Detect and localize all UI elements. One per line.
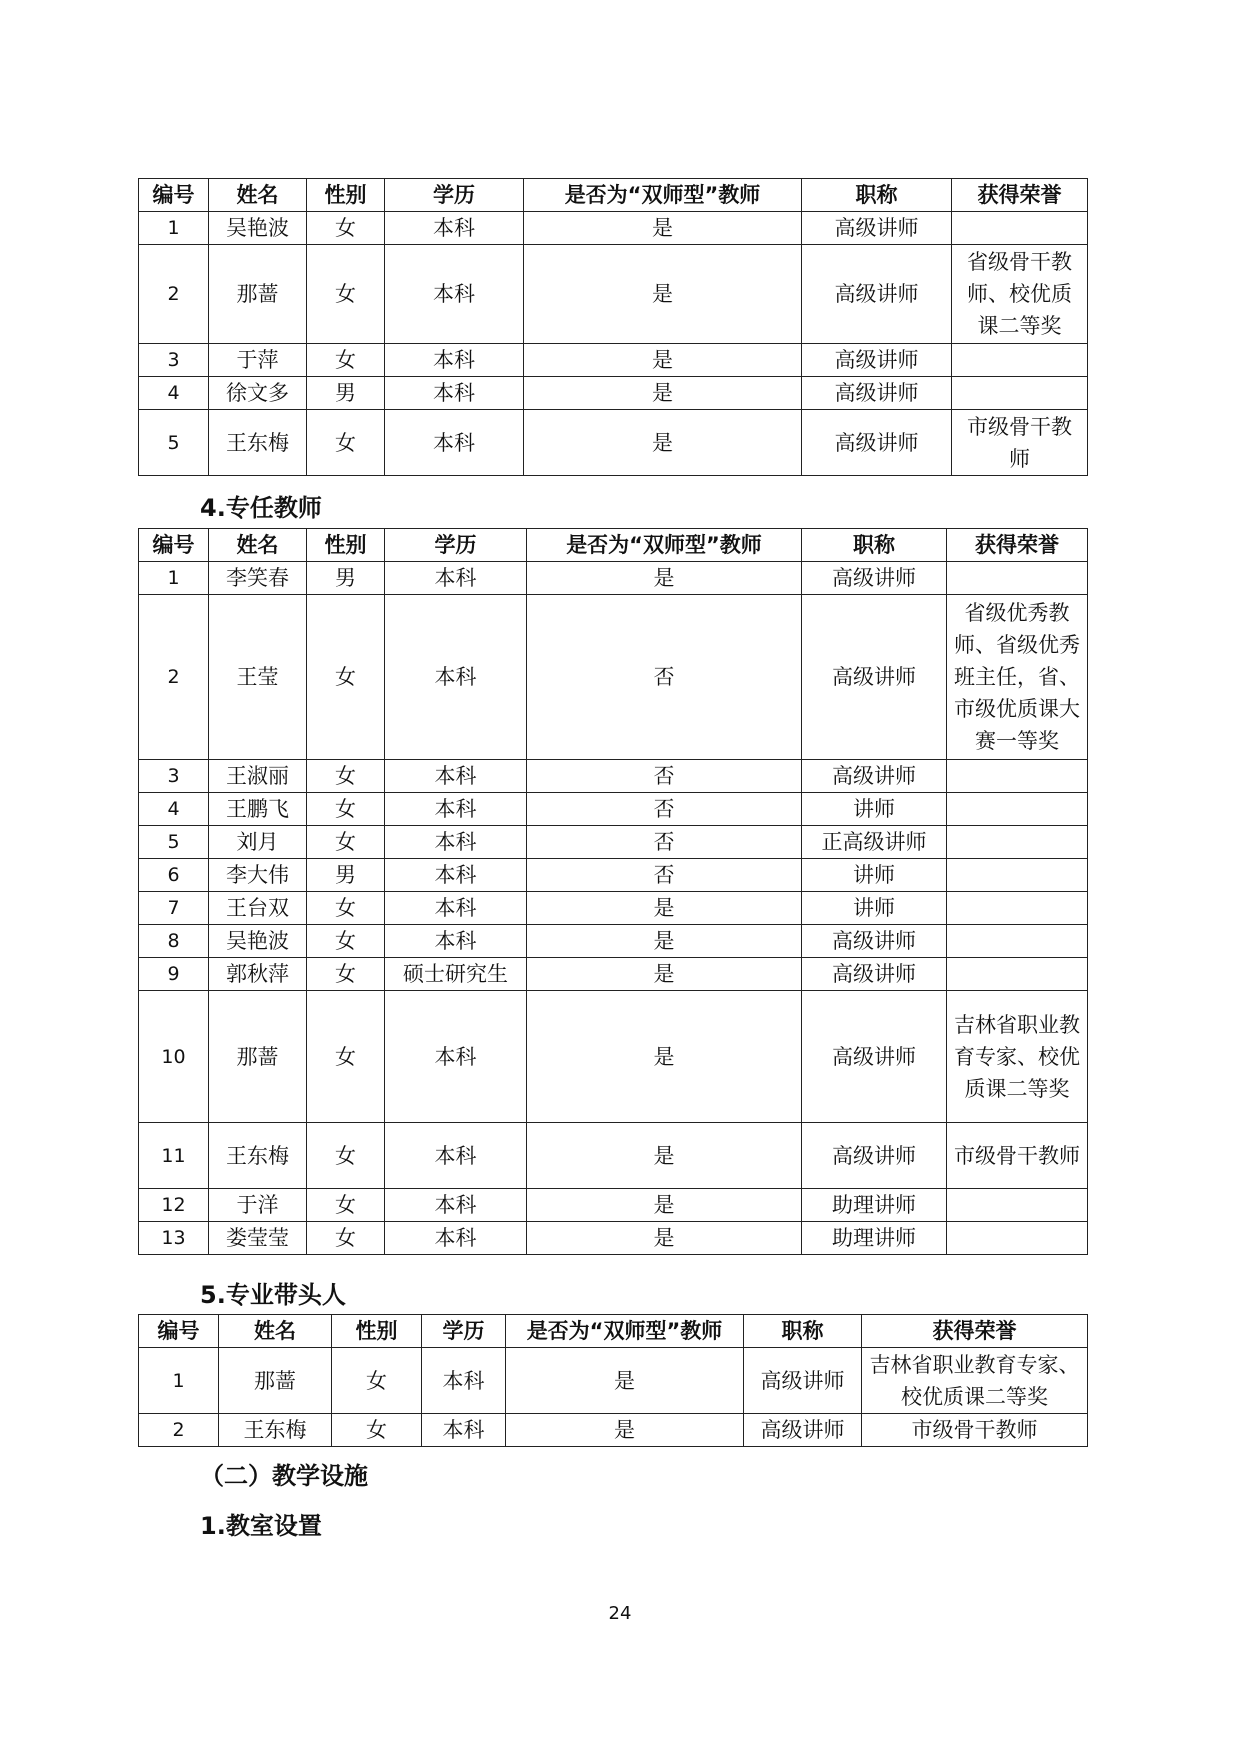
- cell-dual-teacher: 否: [527, 793, 802, 826]
- cell-dual-teacher: 是: [506, 1414, 744, 1447]
- table-header-row: [139, 529, 1088, 562]
- cell-name: 王鹏飞: [209, 793, 307, 826]
- cell-honors: [952, 212, 1088, 245]
- cell-gender: 女: [307, 958, 385, 991]
- cell-dual-teacher: 否: [527, 859, 802, 892]
- cell-dual-teacher: 是: [524, 344, 802, 377]
- page-number: 24: [608, 1603, 632, 1624]
- cell-title: 高级讲师: [802, 958, 947, 991]
- cell-honors: [947, 892, 1088, 925]
- cell-title: 高级讲师: [802, 377, 952, 410]
- cell-dual-teacher: 是: [527, 892, 802, 925]
- cell-id: 11: [139, 1123, 209, 1189]
- cell-title: 高级讲师: [802, 212, 952, 245]
- cell-gender: 女: [307, 410, 385, 476]
- cell-education: 本科: [385, 892, 527, 925]
- cell-gender: 男: [307, 377, 385, 410]
- cell-id: 9: [139, 958, 209, 991]
- col-header-dual-teacher: 是否为“双师型”教师: [527, 529, 802, 562]
- section-heading-discipline-leaders: 5.专业带头人: [200, 1281, 346, 1309]
- cell-name: 徐文多: [209, 377, 307, 410]
- table-row: [139, 595, 1088, 760]
- teacher-table-3: [138, 1314, 1088, 1447]
- cell-education: 本科: [385, 991, 527, 1123]
- cell-dual-teacher: 是: [524, 245, 802, 344]
- cell-title: 正高级讲师: [802, 826, 947, 859]
- cell-id: 13: [139, 1222, 209, 1255]
- cell-gender: 女: [307, 892, 385, 925]
- cell-honors: [947, 1222, 1088, 1255]
- table-row: [139, 1348, 1088, 1414]
- cell-id: 1: [139, 562, 209, 595]
- cell-gender: 女: [307, 1189, 385, 1222]
- cell-gender: 女: [307, 760, 385, 793]
- cell-title: 高级讲师: [744, 1348, 862, 1414]
- cell-title: 助理讲师: [802, 1222, 947, 1255]
- cell-gender: 女: [307, 1222, 385, 1255]
- cell-title: 高级讲师: [802, 991, 947, 1123]
- table-header-row: [139, 179, 1088, 212]
- cell-id: 2: [139, 245, 209, 344]
- table-row: [139, 1123, 1088, 1189]
- cell-name: 那蔷: [219, 1348, 332, 1414]
- cell-dual-teacher: 否: [527, 595, 802, 760]
- cell-education: 本科: [385, 826, 527, 859]
- section-heading-classroom-setup: 1.教室设置: [200, 1512, 322, 1540]
- cell-dual-teacher: 是: [524, 377, 802, 410]
- cell-gender: 女: [307, 245, 385, 344]
- cell-id: 5: [139, 410, 209, 476]
- table-row: [139, 892, 1088, 925]
- cell-gender: 女: [332, 1348, 422, 1414]
- cell-id: 3: [139, 344, 209, 377]
- cell-honors: 省级骨干教师、校优质课二等奖: [952, 245, 1088, 344]
- cell-education: 本科: [385, 344, 524, 377]
- cell-title: 高级讲师: [802, 1123, 947, 1189]
- cell-education: 本科: [385, 1123, 527, 1189]
- table-row: [139, 562, 1088, 595]
- cell-honors: [947, 562, 1088, 595]
- cell-title: 讲师: [802, 892, 947, 925]
- cell-name: 刘月: [209, 826, 307, 859]
- cell-honors: 省级优秀教师、省级优秀班主任，省、市级优质课大赛一等奖: [947, 595, 1088, 760]
- cell-title: 助理讲师: [802, 1189, 947, 1222]
- cell-education: 本科: [385, 1189, 527, 1222]
- cell-id: 6: [139, 859, 209, 892]
- cell-name: 那蔷: [209, 245, 307, 344]
- cell-name: 那蔷: [209, 991, 307, 1123]
- cell-name: 郭秋萍: [209, 958, 307, 991]
- cell-title: 高级讲师: [802, 925, 947, 958]
- cell-education: 本科: [385, 410, 524, 476]
- col-header-title: 职称: [802, 179, 952, 212]
- cell-education: 本科: [385, 925, 527, 958]
- cell-id: 4: [139, 793, 209, 826]
- cell-gender: 女: [307, 991, 385, 1123]
- table-row: [139, 925, 1088, 958]
- cell-honors: 吉林省职业教育专家、校优质课二等奖: [862, 1348, 1088, 1414]
- cell-id: 2: [139, 595, 209, 760]
- cell-gender: 女: [307, 925, 385, 958]
- col-header-dual-teacher: 是否为“双师型”教师: [506, 1315, 744, 1348]
- cell-dual-teacher: 是: [527, 1123, 802, 1189]
- cell-id: 1: [139, 212, 209, 245]
- cell-name: 王台双: [209, 892, 307, 925]
- cell-education: 本科: [422, 1414, 506, 1447]
- cell-dual-teacher: 是: [527, 1222, 802, 1255]
- table-row: [139, 1189, 1088, 1222]
- cell-honors: [947, 958, 1088, 991]
- cell-id: 7: [139, 892, 209, 925]
- col-header-gender: 性别: [307, 179, 385, 212]
- cell-name: 娄莹莹: [209, 1222, 307, 1255]
- cell-name: 王东梅: [209, 410, 307, 476]
- cell-name: 王淑丽: [209, 760, 307, 793]
- col-header-education: 学历: [422, 1315, 506, 1348]
- col-header-id: 编号: [139, 1315, 219, 1348]
- cell-id: 1: [139, 1348, 219, 1414]
- cell-education: 本科: [385, 245, 524, 344]
- col-header-dual-teacher: 是否为“双师型”教师: [524, 179, 802, 212]
- col-header-title: 职称: [744, 1315, 862, 1348]
- cell-title: 高级讲师: [802, 245, 952, 344]
- cell-id: 5: [139, 826, 209, 859]
- cell-education: 本科: [385, 377, 524, 410]
- cell-name: 王东梅: [219, 1414, 332, 1447]
- cell-dual-teacher: 是: [527, 1189, 802, 1222]
- cell-title: 高级讲师: [802, 562, 947, 595]
- cell-name: 王莹: [209, 595, 307, 760]
- cell-name: 李笑春: [209, 562, 307, 595]
- cell-name: 吴艳波: [209, 212, 307, 245]
- table-row: [139, 991, 1088, 1123]
- cell-education: 本科: [385, 793, 527, 826]
- col-header-title: 职称: [802, 529, 947, 562]
- cell-dual-teacher: 是: [527, 562, 802, 595]
- col-header-education: 学历: [385, 529, 527, 562]
- cell-name: 吴艳波: [209, 925, 307, 958]
- cell-name: 李大伟: [209, 859, 307, 892]
- cell-gender: 女: [307, 1123, 385, 1189]
- cell-honors: 市级骨干教师: [862, 1414, 1088, 1447]
- col-header-honors: 获得荣誉: [952, 179, 1088, 212]
- cell-id: 12: [139, 1189, 209, 1222]
- cell-education: 硕士研究生: [385, 958, 527, 991]
- col-header-id: 编号: [139, 529, 209, 562]
- cell-dual-teacher: 是: [527, 958, 802, 991]
- col-header-gender: 性别: [307, 529, 385, 562]
- cell-title: 高级讲师: [802, 760, 947, 793]
- cell-dual-teacher: 是: [527, 991, 802, 1123]
- cell-education: 本科: [422, 1348, 506, 1414]
- cell-honors: 市级骨干教师: [947, 1123, 1088, 1189]
- cell-honors: [947, 760, 1088, 793]
- cell-education: 本科: [385, 212, 524, 245]
- cell-education: 本科: [385, 1222, 527, 1255]
- col-header-gender: 性别: [332, 1315, 422, 1348]
- cell-gender: 女: [307, 595, 385, 760]
- cell-name: 王东梅: [209, 1123, 307, 1189]
- cell-honors: [952, 344, 1088, 377]
- cell-honors: [947, 1189, 1088, 1222]
- cell-honors: [947, 826, 1088, 859]
- cell-dual-teacher: 否: [527, 760, 802, 793]
- col-header-id: 编号: [139, 179, 209, 212]
- cell-education: 本科: [385, 859, 527, 892]
- cell-honors: 吉林省职业教育专家、校优质课二等奖: [947, 991, 1088, 1123]
- teacher-table-1: [138, 178, 1088, 476]
- table-row: [139, 344, 1088, 377]
- cell-dual-teacher: 是: [506, 1348, 744, 1414]
- table-row: [139, 793, 1088, 826]
- cell-gender: 男: [307, 562, 385, 595]
- table-row: [139, 410, 1088, 476]
- col-header-name: 姓名: [219, 1315, 332, 1348]
- cell-id: 10: [139, 991, 209, 1123]
- cell-education: 本科: [385, 595, 527, 760]
- teacher-table-2: [138, 528, 1088, 1255]
- col-header-name: 姓名: [209, 179, 307, 212]
- cell-education: 本科: [385, 760, 527, 793]
- cell-honors: 市级骨干教师: [952, 410, 1088, 476]
- cell-id: 8: [139, 925, 209, 958]
- cell-title: 讲师: [802, 793, 947, 826]
- table-row: [139, 1222, 1088, 1255]
- cell-title: 高级讲师: [802, 410, 952, 476]
- table-row: [139, 1414, 1088, 1447]
- table-row: [139, 212, 1088, 245]
- cell-gender: 女: [307, 212, 385, 245]
- cell-gender: 男: [307, 859, 385, 892]
- cell-education: 本科: [385, 562, 527, 595]
- cell-title: 高级讲师: [802, 344, 952, 377]
- cell-dual-teacher: 否: [527, 826, 802, 859]
- cell-dual-teacher: 是: [524, 212, 802, 245]
- col-header-honors: 获得荣誉: [862, 1315, 1088, 1348]
- cell-gender: 女: [332, 1414, 422, 1447]
- cell-title: 高级讲师: [802, 595, 947, 760]
- col-header-honors: 获得荣誉: [947, 529, 1088, 562]
- col-header-name: 姓名: [209, 529, 307, 562]
- cell-id: 2: [139, 1414, 219, 1447]
- cell-honors: [947, 859, 1088, 892]
- cell-dual-teacher: 是: [524, 410, 802, 476]
- cell-gender: 女: [307, 826, 385, 859]
- table-row: [139, 859, 1088, 892]
- col-header-education: 学历: [385, 179, 524, 212]
- cell-name: 于萍: [209, 344, 307, 377]
- table-header-row: [139, 1315, 1088, 1348]
- cell-title: 讲师: [802, 859, 947, 892]
- cell-name: 于洋: [209, 1189, 307, 1222]
- cell-gender: 女: [307, 793, 385, 826]
- cell-id: 4: [139, 377, 209, 410]
- cell-title: 高级讲师: [744, 1414, 862, 1447]
- section-heading-teaching-facilities: （二）教学设施: [200, 1462, 368, 1490]
- table-row: [139, 760, 1088, 793]
- cell-gender: 女: [307, 344, 385, 377]
- table-row: [139, 958, 1088, 991]
- cell-dual-teacher: 是: [527, 925, 802, 958]
- cell-honors: [947, 925, 1088, 958]
- cell-honors: [947, 793, 1088, 826]
- cell-id: 3: [139, 760, 209, 793]
- cell-honors: [952, 377, 1088, 410]
- section-heading-full-time-teachers: 4.专任教师: [200, 494, 322, 522]
- table-row: [139, 826, 1088, 859]
- table-row: [139, 245, 1088, 344]
- table-row: [139, 377, 1088, 410]
